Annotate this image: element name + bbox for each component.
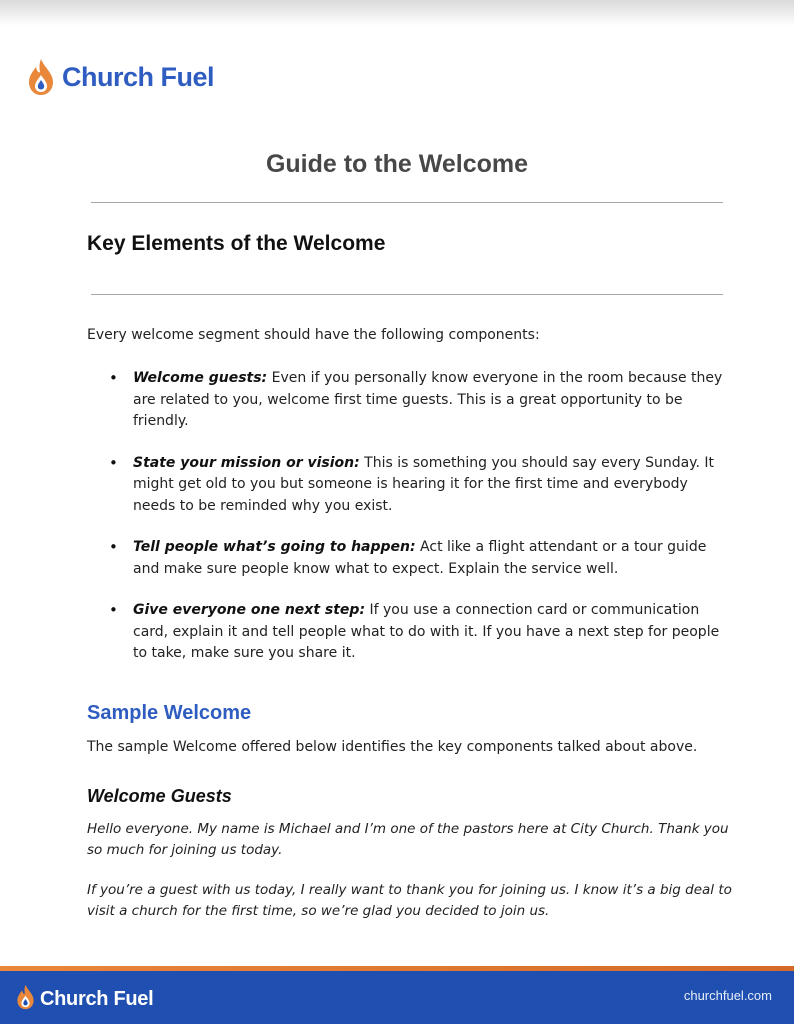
sample-paragraph: If you’re a guest with us today, I really want to thank you for joining us. I know it’s a big deal to visit a church for the first time, so we’re glad you decided to join us. bbox=[87, 882, 732, 919]
components-list bbox=[109, 368, 734, 685]
flame-icon bbox=[27, 58, 55, 96]
divider-section bbox=[91, 294, 723, 295]
footer-url-link[interactable]: churchfuel.com bbox=[683, 988, 772, 1003]
page-top-shade bbox=[0, 0, 794, 26]
intro-text: Every welcome segment should have the following components: bbox=[87, 327, 540, 343]
sample-intro-text: The sample Welcome offered below identifies the key components talked about above. bbox=[87, 739, 698, 755]
flame-icon bbox=[16, 984, 35, 1014]
footer-brand-name: Church Fuel bbox=[40, 987, 154, 1010]
footer-logo bbox=[16, 984, 153, 1014]
bullet-term: Tell people what’s going to happen: bbox=[133, 539, 416, 555]
brand-name: Church Fuel bbox=[62, 61, 215, 92]
bullet-term: State your mission or vision: bbox=[133, 454, 360, 471]
bullet-text: Act like a flight attendant or a tour guide and make sure people know what to expect. Explain the service well. bbox=[133, 539, 707, 577]
sub-heading: Welcome Guests bbox=[87, 786, 232, 806]
section-heading: Key Elements of the Welcome bbox=[87, 232, 386, 255]
list-item bbox=[109, 600, 734, 665]
bullet-text: Even if you personally know everyone in the room because they are related to you, welcome first time guests. This is a great opportunity to be friendly. bbox=[133, 370, 723, 429]
list-item bbox=[109, 537, 734, 580]
document-title: Guide to the Welcome bbox=[265, 150, 529, 178]
bullet-term: Welcome guests: bbox=[133, 370, 268, 386]
sample-heading: Sample Welcome bbox=[87, 702, 252, 724]
list-item bbox=[109, 453, 734, 518]
sample-paragraph: Hello everyone. My name is Michael and I’m one of the pastors here at City Church. Thank you so much for joining us today. bbox=[87, 821, 729, 858]
bullet-text: This is something you should say every Sunday. It might get old to you but someone is hearing it for the first time and everybody needs to be reminded why you exist. bbox=[133, 454, 714, 514]
header-logo bbox=[27, 58, 214, 96]
bullet-term: Give everyone one next step: bbox=[133, 602, 366, 618]
footer-accent-stripe bbox=[0, 966, 794, 971]
bullet-text: If you use a connection card or communication card, explain it and tell people what to do with it. If you have a next step for people to take, make sure you share it. bbox=[133, 602, 720, 661]
divider-top bbox=[91, 202, 723, 203]
list-item bbox=[109, 368, 734, 433]
